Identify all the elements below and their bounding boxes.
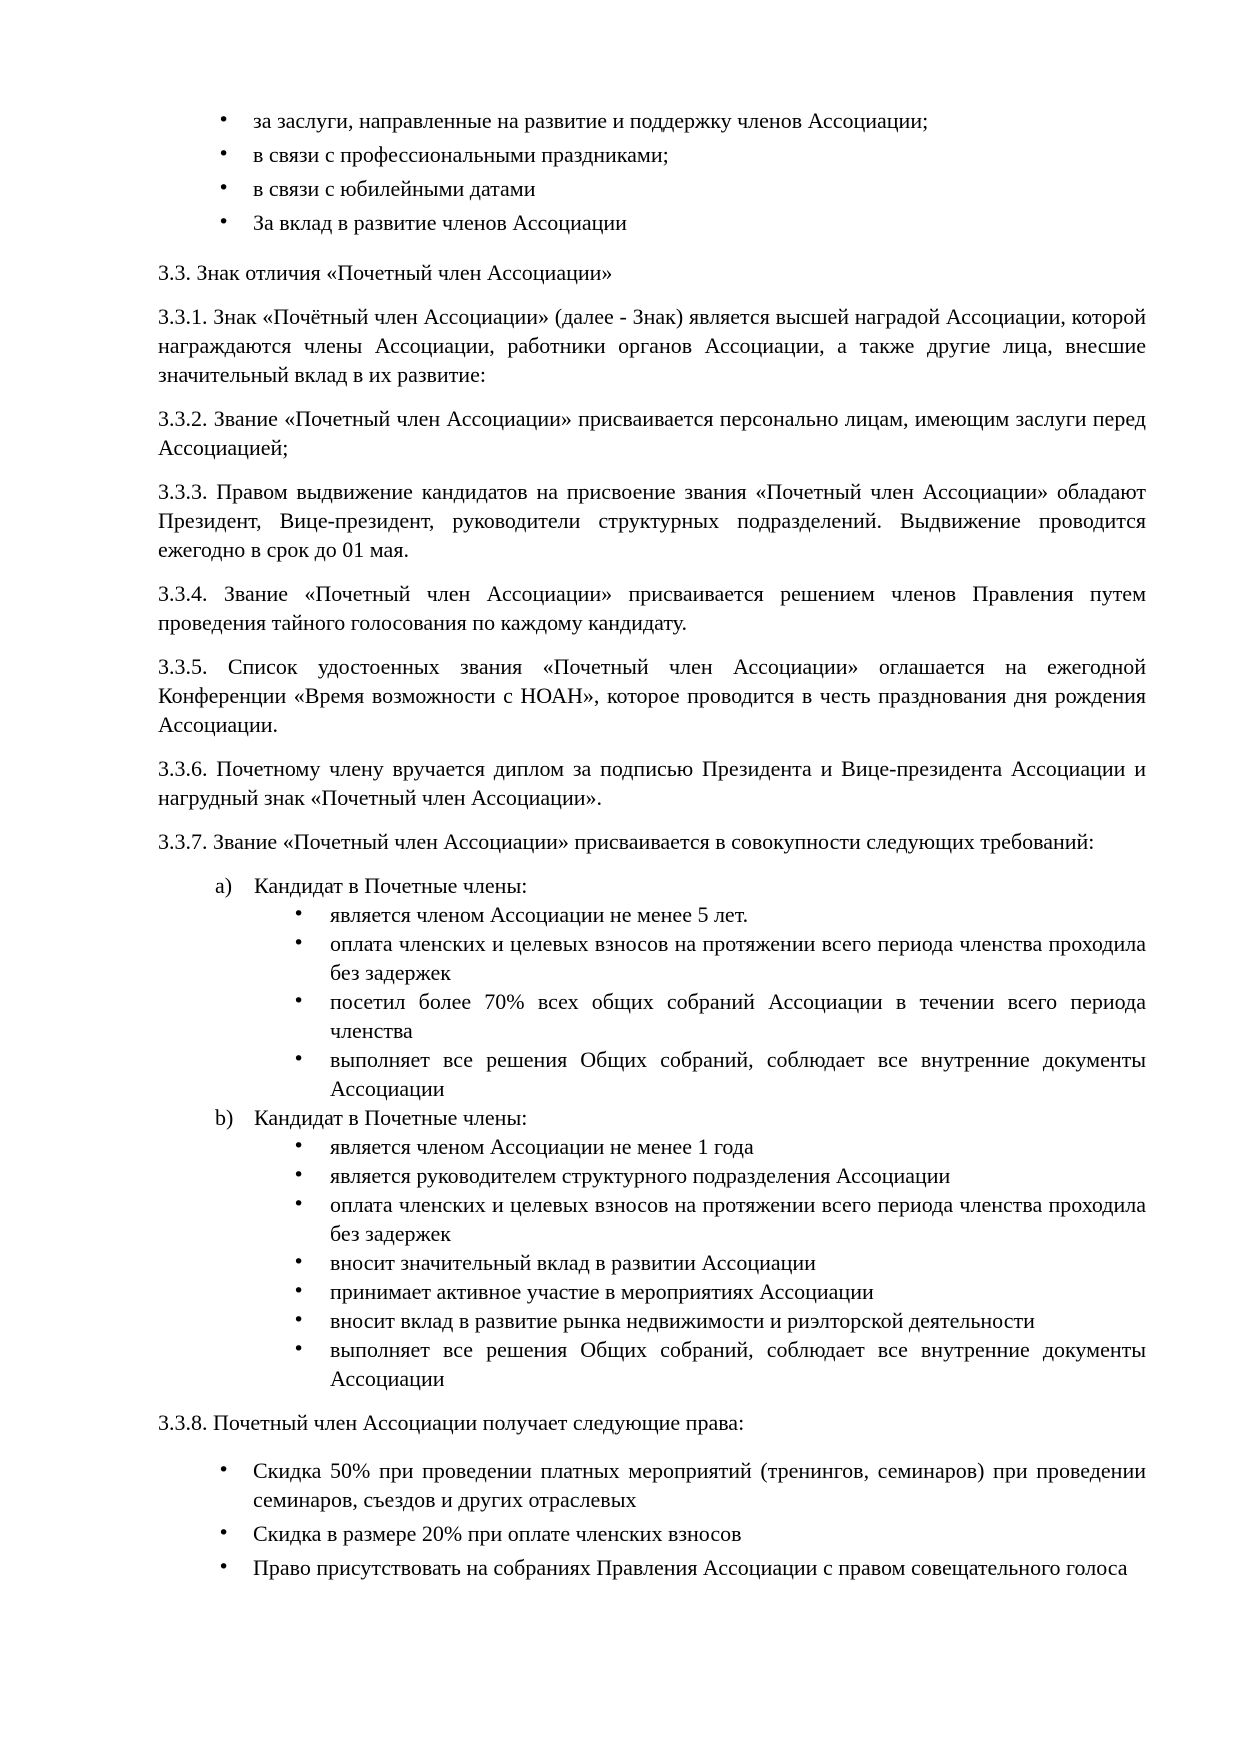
bullet-icon: •	[293, 990, 305, 1012]
bullet-icon: •	[218, 143, 230, 165]
alpha-marker: a)	[215, 873, 233, 898]
list-item-text: выполняет все решения Общих собраний, соблюдает все внутренние документы Ассоциации	[330, 1047, 1146, 1101]
list-item-text: принимает активное участие в мероприятиях Ассоциации	[330, 1279, 874, 1304]
list-item-text: Скидка в размере 20% при оплате членских взносов	[253, 1521, 742, 1546]
bullet-icon: •	[218, 1556, 230, 1578]
paragraph-3-3-3: 3.3.3. Правом выдвижение кандидатов на присвоение звания «Почетный член Ассоциации» обладают Президент, Вице-президент, руководители структурных подразделений. Выдвижение проводится ежегодно в срок до 01 мая.	[158, 479, 1146, 562]
list-item	[158, 1277, 1146, 1306]
candidate-a-requirements-list	[158, 900, 1146, 1103]
list-item	[158, 1248, 1146, 1277]
bullet-icon: •	[293, 1164, 305, 1186]
paragraph-3-3-5: 3.3.5. Список удостоенных звания «Почетный член Ассоциации» оглашается на ежегодной Конференции «Время возможности с НОАН», которое проводится в честь празднования дня рождения Ассоциации.	[158, 654, 1146, 737]
bullet-icon: •	[218, 211, 230, 233]
bullet-icon: •	[293, 1193, 305, 1215]
paragraph-3-3-1: 3.3.1. Знак «Почётный член Ассоциации» (далее - Знак) является высшей наградой Ассоциации, которой награждаются члены Ассоциации, работники органов Ассоциации, а также другие лица, внесшие значительный вклад в их развитие:	[158, 304, 1146, 387]
list-item-text: за заслуги, направленные на развитие и поддержку членов Ассоциации;	[253, 108, 929, 133]
bullet-icon: •	[218, 177, 230, 199]
paragraph-3-3-2: 3.3.2. Звание «Почетный член Ассоциации» присваивается персонально лицам, имеющим заслуги перед Ассоциацией;	[158, 406, 1146, 460]
paragraph-3-3-8: 3.3.8. Почетный член Ассоциации получает следующие права:	[158, 1410, 745, 1435]
bullet-icon: •	[293, 1280, 305, 1302]
list-item-text: является членом Ассоциации не менее 5 лет.	[330, 902, 749, 927]
list-item	[158, 106, 1146, 135]
alpha-marker: b)	[215, 1105, 234, 1130]
bullet-icon: •	[218, 109, 230, 131]
list-item-text: Кандидат в Почетные члены:	[254, 873, 528, 898]
list-item	[158, 174, 1146, 203]
list-item	[158, 1190, 1146, 1248]
list-item-text: Кандидат в Почетные члены:	[254, 1105, 528, 1130]
heading-3-3: 3.3. Знак отличия «Почетный член Ассоциации»	[158, 260, 613, 285]
list-item	[158, 140, 1146, 169]
candidate-b-requirements-list	[158, 1132, 1146, 1393]
list-item-text: За вклад в развитие членов Ассоциации	[253, 210, 627, 235]
list-item	[158, 1161, 1146, 1190]
list-item-text: посетил более 70% всех общих собраний Ассоциации в течении всего периода членства	[330, 989, 1146, 1043]
list-item	[158, 1306, 1146, 1335]
list-item-text: оплата членских и целевых взносов на протяжении всего периода членства проходила без задержек	[330, 931, 1146, 985]
bullet-icon: •	[293, 1135, 305, 1157]
paragraph-3-3-4: 3.3.4. Звание «Почетный член Ассоциации» присваивается решением членов Правления путем проведения тайного голосования по каждому кандидату.	[158, 581, 1146, 635]
bullet-icon: •	[293, 1338, 305, 1360]
bullet-icon: •	[293, 1309, 305, 1331]
list-item	[158, 1456, 1146, 1514]
list-item-text: Скидка 50% при проведении платных мероприятий (тренингов, семинаров) при проведении семинаров, съездов и других отраслевых	[253, 1458, 1146, 1512]
list-item	[158, 1045, 1146, 1103]
list-item-text: вносит вклад в развитие рынка недвижимости и риэлторской деятельности	[330, 1308, 1035, 1333]
paragraph-3-3-6: 3.3.6. Почетному члену вручается диплом за подписью Президента и Вице-президента Ассоциации и нагрудный знак «Почетный член Ассоциации».	[158, 756, 1146, 810]
paragraph-3-3-7: 3.3.7. Звание «Почетный член Ассоциации» присваивается в совокупности следующих требований:	[158, 829, 1095, 854]
list-item	[158, 929, 1146, 987]
list-item-text: в связи с юбилейными датами	[253, 176, 536, 201]
list-item	[158, 987, 1146, 1045]
list-item-text: является членом Ассоциации не менее 1 года	[330, 1134, 754, 1159]
list-item-text: вносит значительный вклад в развитии Ассоциации	[330, 1250, 816, 1275]
list-item-text: Право присутствовать на собраниях Правления Ассоциации с правом совещательного голоса	[253, 1555, 1128, 1580]
list-item-text: является руководителем структурного подразделения Ассоциации	[330, 1163, 951, 1188]
bullet-icon: •	[293, 932, 305, 954]
bullet-icon: •	[218, 1522, 230, 1544]
list-item-text: выполняет все решения Общих собраний, соблюдает все внутренние документы Ассоциации	[330, 1337, 1146, 1391]
bullet-icon: •	[293, 903, 305, 925]
list-item-a	[158, 871, 1146, 900]
list-item	[158, 1335, 1146, 1393]
list-item-text: в связи с профессиональными праздниками;	[253, 142, 669, 167]
list-item-text: оплата членских и целевых взносов на протяжении всего периода членства проходила без задержек	[330, 1192, 1146, 1246]
honorary-member-rights-list	[158, 1456, 1146, 1582]
bullet-icon: •	[293, 1251, 305, 1273]
bullet-icon: •	[293, 1048, 305, 1070]
list-item	[158, 1553, 1146, 1582]
list-item	[158, 900, 1146, 929]
list-item	[158, 1132, 1146, 1161]
list-item	[158, 208, 1146, 237]
list-item-b	[158, 1103, 1146, 1132]
award-reasons-list	[158, 106, 1146, 237]
bullet-icon: •	[218, 1459, 230, 1481]
list-item	[158, 1519, 1146, 1548]
